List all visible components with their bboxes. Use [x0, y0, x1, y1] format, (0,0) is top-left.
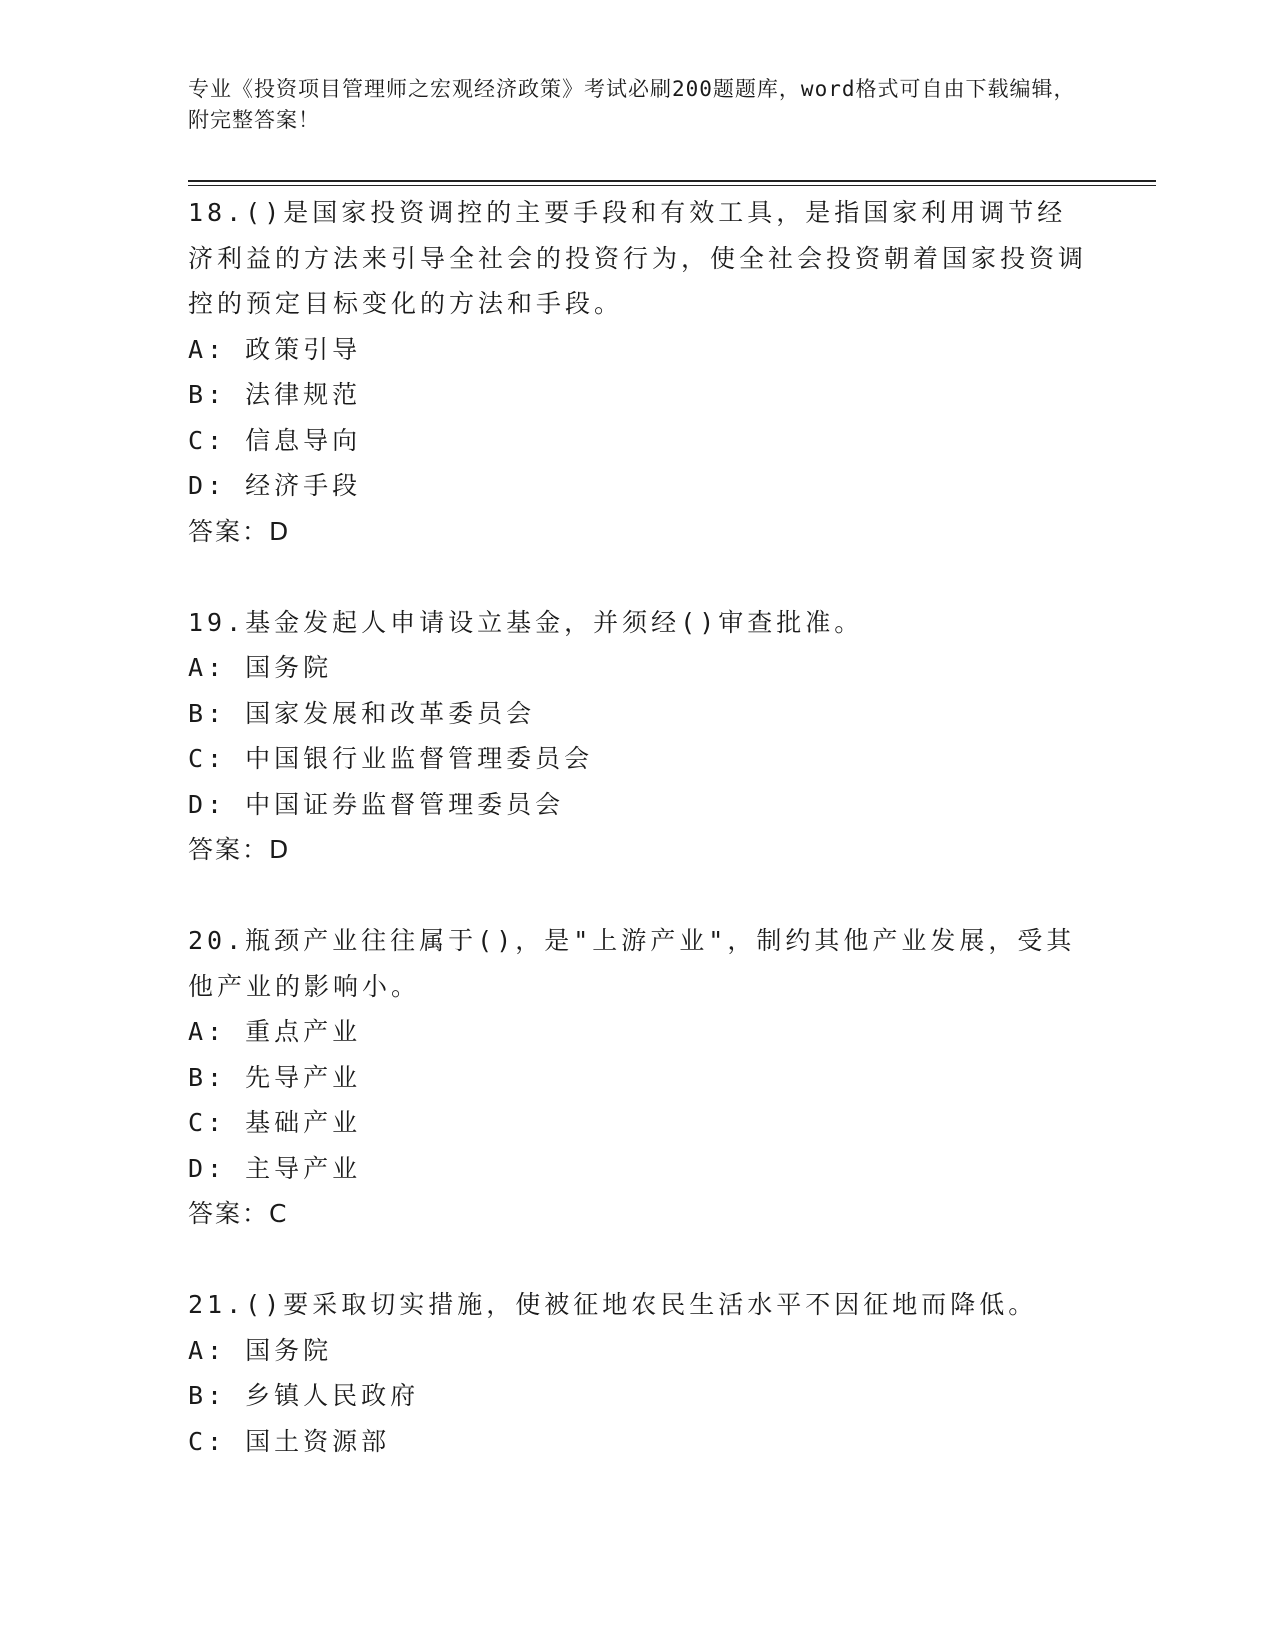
question-stem: 20.瓶颈产业往往属于()，是"上游产业"，制约其他产业发展，受其他产业的影响小。 — [188, 926, 1076, 1001]
spacer — [188, 554, 1088, 600]
question-stem: 19.基金发起人申请设立基金，并须经()审查批准。 — [188, 607, 864, 637]
document-header: 专业《投资项目管理师之宏观经济政策》考试必刷200题题库，word格式可自由下载编辑，附完整答案！ — [188, 77, 1076, 132]
header-rule-thin — [188, 185, 1156, 186]
answer: 答案：D — [188, 835, 291, 864]
option-c: C: 中国银行业监督管理委员会 — [188, 744, 594, 773]
question-20 — [188, 918, 1088, 1282]
option-b: B: 法律规范 — [188, 380, 362, 409]
option-a: A: 重点产业 — [188, 1017, 362, 1046]
answer: 答案：C — [188, 1199, 289, 1228]
option-d: D: 主导产业 — [188, 1153, 362, 1183]
question-19 — [188, 600, 1088, 919]
option-a: A: 政策引导 — [188, 334, 362, 364]
spacer — [188, 873, 1088, 919]
option-a: A: 国务院 — [188, 1335, 333, 1365]
option-d: D: 中国证券监督管理委员会 — [188, 789, 565, 819]
option-b: B: 先导产业 — [188, 1062, 362, 1092]
spacer — [188, 1237, 1088, 1283]
option-c: C: 信息导向 — [188, 425, 362, 455]
question-stem: 21.()要采取切实措施，使被征地农民生活水平不因征地而降低。 — [188, 1290, 1038, 1319]
option-d: D: 经济手段 — [188, 471, 362, 500]
option-c: C: 基础产业 — [188, 1108, 362, 1137]
question-18 — [188, 190, 1088, 600]
question-stem: 18.()是国家投资调控的主要手段和有效工具，是指国家利用调节经济利益的方法来引导全社会的投资行为，使全社会投资朝着国家投资调控的预定目标变化的方法和手段。 — [188, 198, 1088, 318]
option-b: B: 国家发展和改革委员会 — [188, 698, 536, 728]
question-21 — [188, 1282, 1088, 1464]
option-c: C: 国土资源部 — [188, 1426, 391, 1456]
question-list — [188, 190, 1088, 1464]
answer: 答案：D — [188, 516, 291, 546]
header-rule-thick — [188, 180, 1156, 182]
option-a: A: 国务院 — [188, 653, 333, 682]
option-b: B: 乡镇人民政府 — [188, 1381, 420, 1410]
